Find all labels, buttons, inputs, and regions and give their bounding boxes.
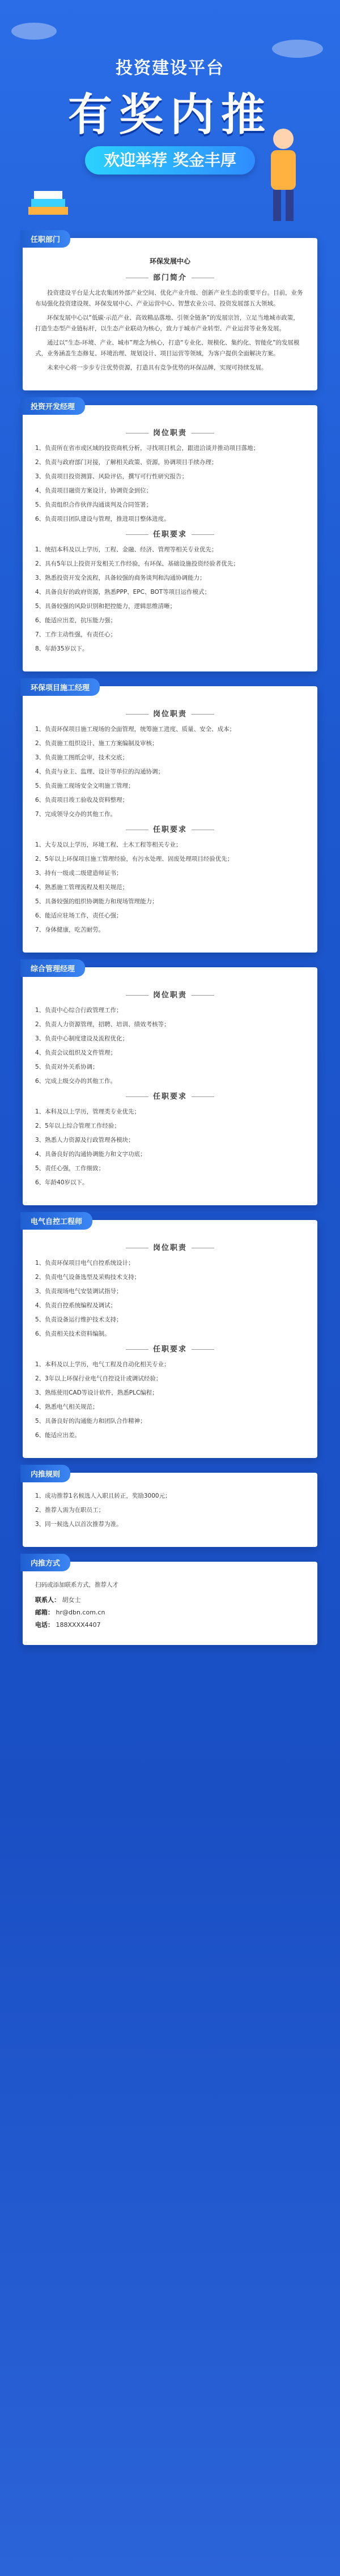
list-item: 4、负责项目融资方案设计，协调资金到位；: [35, 487, 152, 494]
section-head: 岗位职责: [35, 427, 305, 437]
contact-row: [35, 1594, 305, 1606]
list-item: 1、本科及以上学历，管理类专业优先；: [35, 1108, 141, 1115]
list-item: 6、负责项目团队建设与管理，推进项目整体进度。: [35, 516, 170, 522]
section-head: 岗位职责: [35, 989, 305, 1000]
list-item: 1、大专及以上学历，环境工程、土木工程等相关专业；: [35, 841, 182, 848]
list-item: 5、具备较强的组织协调能力和现场管理能力；: [35, 898, 158, 905]
list-item: 3、持有一级或二级建造师证书；: [35, 870, 122, 877]
section-head: 岗位职责: [35, 708, 305, 719]
contact-value[interactable]: 胡女士: [62, 1596, 81, 1604]
list-item: 2、负责与政府部门对接，了解相关政策、资源，协调项目手续办理；: [35, 459, 218, 466]
cloud-decoration: [11, 23, 57, 40]
card-title: 投资开发经理: [20, 397, 85, 415]
list-item: 1、负责环保项目电气自控系统设计；: [35, 1260, 134, 1266]
card-title: 电气自控工程师: [20, 1212, 92, 1230]
list-item: 2、5年以上环保项目施工管理经验，有污水处理、固废处理项目经验优先；: [35, 856, 233, 862]
list-item: 7、身体健康，吃苦耐劳。: [35, 926, 105, 933]
section-head: 岗位职责: [35, 1242, 305, 1252]
contact-intro: 扫码或添加联系方式，推荐人才: [35, 1582, 118, 1588]
contact-value[interactable]: 188XXXX4407: [56, 1621, 101, 1629]
books-illustration-icon: [23, 176, 74, 227]
list-item: 3、负责中心制度建设及流程优化；: [35, 1035, 129, 1042]
card-construction-manager: [23, 686, 317, 953]
list-item: 2、3年以上环保行业电气自控设计或调试经验；: [35, 1375, 162, 1382]
contact-value[interactable]: hr@dbn.com.cn: [56, 1609, 105, 1616]
list-item: 6、能适应出差。: [35, 1432, 81, 1439]
card-electrical-engineer: [23, 1220, 317, 1458]
contact-row: [35, 1606, 305, 1619]
list-item: 7、工作主动性强，有责任心；: [35, 631, 117, 638]
list-item: 2、5年以上综合管理工作经验；: [35, 1123, 120, 1129]
list-item: 1、统招本科及以上学历，工程、金融、经济、管理等相关专业优先；: [35, 546, 218, 553]
list-item: 6、负责相关技术资料编制。: [35, 1330, 110, 1337]
list-item: 3、负责现场电气安装调试指导；: [35, 1288, 122, 1295]
paragraph: 投资建设平台是大北农集团外部产业空间、优化产业升级、创新产业生态的重要平台。目前，业务布局强化投资建设规、环保发展中心、产业运营中心、智慧农业公司、投资发展部五大领域。: [35, 290, 303, 307]
paragraph: 未来中心将一步步专注优势资源，打造具有竞争优势的环保品牌，实现可持续发展。: [47, 364, 267, 371]
content: [23, 238, 317, 1660]
list-item: 3、熟悉投资开发全流程，具备较强的商务谈判和沟通协调能力；: [35, 575, 206, 581]
section-head: 任职要求: [35, 1090, 305, 1101]
card-referral-method: [23, 1559, 317, 1645]
list-item: 6、年龄40岁以下。: [35, 1179, 88, 1186]
hero-banner: [0, 0, 340, 238]
list-item: 4、具备良好的政府资源，熟悉PPP、EPC、BOT等项目运作模式；: [35, 589, 211, 596]
list-item: 2、负责电气设备选型及采购技术支持；: [35, 1274, 141, 1281]
list-item: 2、负责施工组织设计、施工方案编制及审核；: [35, 740, 158, 747]
card-title: 内推方式: [20, 1554, 70, 1571]
list-item: 2、推荐人需为在职员工；: [35, 1507, 105, 1514]
list-item: 2、具有5年以上投资开发相关工作经验，有环保、基础设施投资经验者优先；: [35, 560, 239, 567]
list-item: 4、具备良好的沟通协调能力和文字功底；: [35, 1151, 146, 1158]
list-item: 7、完成领导交办的其他工作。: [35, 811, 117, 818]
list-item: 3、同一候选人以首次推荐为准。: [35, 1521, 122, 1528]
list-item: 6、能适应驻场工作，责任心强；: [35, 912, 122, 919]
card-admin-manager: [23, 967, 317, 1205]
person-illustration-icon: [249, 125, 317, 227]
contact-key: 邮箱：: [35, 1609, 54, 1616]
list-item: 6、完成上级交办的其他工作。: [35, 1078, 117, 1085]
list-item: 4、负责会议组织及文件管理；: [35, 1049, 117, 1056]
list-item: 4、负责自控系统编程及调试；: [35, 1302, 117, 1309]
section-head: 任职要求: [35, 528, 305, 539]
list-item: 4、熟悉施工管理流程及相关规范；: [35, 884, 129, 891]
list-item: 8、年龄35岁以下。: [35, 645, 88, 652]
list-item: 1、成功推荐1名候选人入职且转正，奖励3000元；: [35, 1493, 171, 1499]
list-item: 5、负责施工现场安全文明施工管理；: [35, 783, 134, 789]
list-item: 5、责任心强，工作细致；: [35, 1165, 105, 1172]
list-item: 3、熟悉人力资源及行政管理各模块；: [35, 1137, 134, 1144]
list-item: 1、负责所在省市或区域的投资商机分析，寻找项目机会，跟进洽谈并推动项目落地；: [35, 445, 260, 452]
list-item: 6、能适应出差，抗压能力强；: [35, 617, 117, 624]
list-item: 6、负责项目竣工验收及资料整理；: [35, 797, 129, 804]
list-item: 5、具备良好的沟通能力和团队合作精神；: [35, 1418, 146, 1425]
hero-slogan: 欢迎举荐 奖金丰厚: [85, 146, 255, 175]
contact-key: 联系人：: [35, 1596, 60, 1604]
card-department: [23, 238, 317, 390]
list-item: 3、负责项目投资测算、风险评估，撰写可行性研究报告；: [35, 473, 188, 480]
contact-row: [35, 1619, 305, 1631]
list-item: 1、负责中心综合行政管理工作；: [35, 1007, 122, 1014]
card-title: 环保项目施工经理: [20, 678, 100, 696]
paragraph: 通过以“生态-环境、产业、城市”理念为核心，打造“专业化、规模化、集约化、智能化”的发展模式，业务涵盖生态修复、环境治理、规划设计、项目运营等领域，为客户提供全面解决方案。: [35, 339, 300, 357]
list-item: 1、本科及以上学历，电气工程及自动化相关专业；: [35, 1361, 170, 1368]
hero-top-text: 投资建设平台: [116, 58, 224, 78]
list-item: 3、负责施工图纸会审，技术交底；: [35, 754, 129, 761]
list-item: 5、负责对外关系协调；: [35, 1064, 99, 1070]
card-title: 综合管理经理: [20, 959, 85, 977]
hero-title: 有奖内推: [67, 90, 272, 141]
section-head: 部门简介: [35, 271, 305, 282]
list-item: 4、负责与业主、监理、设计等单位的沟通协调；: [35, 768, 164, 775]
card-title: 任职部门: [20, 230, 70, 248]
department-name: 环保发展中心: [149, 257, 190, 265]
section-head: 任职要求: [35, 1343, 305, 1354]
contact-key: 电话：: [35, 1621, 54, 1629]
list-item: 5、负责设备运行维护技术支持；: [35, 1316, 122, 1323]
list-item: 5、具备较强的风险识别和把控能力，逻辑思维清晰；: [35, 603, 176, 610]
list-item: 2、负责人力资源管理，招聘、培训、绩效考核等；: [35, 1021, 170, 1028]
list-item: 4、熟悉电气相关规范；: [35, 1404, 99, 1410]
card-title: 内推规则: [20, 1465, 70, 1482]
section-head: 任职要求: [35, 823, 305, 834]
list-item: 1、负责环保项目施工现场的全面管理，统筹施工进度、质量、安全、成本；: [35, 726, 236, 733]
card-investment-manager: [23, 405, 317, 671]
list-item: 5、负责组织合作伙伴沟通谈判及合同签署；: [35, 501, 152, 508]
list-item: 3、熟练使用CAD等设计软件，熟悉PLC编程；: [35, 1389, 158, 1396]
paragraph: 环保发展中心以“低碳·示范产业、高效精品落地、引领全链条”的发展宗旨，立足当地城市政策，打造生态型产业链标杆，以生态产业联动为核心，致力于城市产业转型、产业运营等业务发展。: [35, 314, 299, 332]
card-referral-rules: [23, 1470, 317, 1547]
